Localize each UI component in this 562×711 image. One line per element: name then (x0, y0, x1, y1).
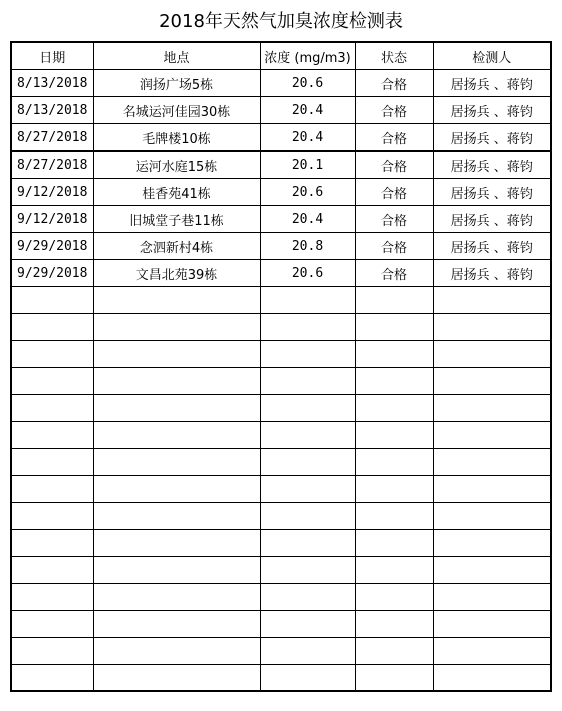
empty-cell (433, 503, 551, 530)
empty-cell (11, 287, 93, 314)
empty-cell (433, 422, 551, 449)
empty-cell (433, 476, 551, 503)
empty-row (11, 368, 551, 395)
cell-date: 9/12/2018 (11, 206, 93, 233)
empty-cell (11, 638, 93, 665)
cell-concentration: 20.6 (260, 179, 355, 206)
empty-row (11, 665, 551, 692)
empty-cell (93, 368, 260, 395)
empty-cell (355, 611, 433, 638)
empty-cell (355, 395, 433, 422)
empty-cell (355, 314, 433, 341)
empty-cell (260, 557, 355, 584)
cell-date: 9/12/2018 (11, 179, 93, 206)
table-row (11, 70, 551, 97)
cell-date: 8/13/2018 (11, 70, 93, 97)
empty-row (11, 341, 551, 368)
cell-inspector: 居扬兵 、蒋钧 (433, 206, 551, 233)
cell-status: 合格 (355, 124, 433, 152)
empty-cell (11, 395, 93, 422)
cell-concentration: 20.6 (260, 70, 355, 97)
cell-inspector: 居扬兵 、蒋钧 (433, 151, 551, 179)
cell-status: 合格 (355, 206, 433, 233)
cell-date: 9/29/2018 (11, 233, 93, 260)
empty-row (11, 530, 551, 557)
empty-cell (433, 638, 551, 665)
empty-cell (93, 422, 260, 449)
empty-cell (433, 314, 551, 341)
empty-row (11, 395, 551, 422)
cell-concentration: 20.4 (260, 97, 355, 124)
empty-cell (260, 584, 355, 611)
empty-cell (355, 476, 433, 503)
table-row (11, 233, 551, 260)
empty-cell (260, 638, 355, 665)
empty-cell (433, 611, 551, 638)
empty-cell (11, 584, 93, 611)
cell-inspector: 居扬兵 、蒋钧 (433, 260, 551, 287)
cell-concentration: 20.4 (260, 206, 355, 233)
empty-cell (260, 341, 355, 368)
empty-cell (11, 503, 93, 530)
cell-location: 润扬广场5栋 (93, 70, 260, 97)
header-status: 状态 (355, 42, 433, 70)
empty-cell (11, 341, 93, 368)
cell-inspector: 居扬兵 、蒋钧 (433, 233, 551, 260)
header-concentration: 浓度 (mg/m3) (260, 42, 355, 70)
empty-cell (93, 395, 260, 422)
table-row (11, 179, 551, 206)
table-row (11, 124, 551, 152)
empty-cell (355, 503, 433, 530)
empty-cell (433, 341, 551, 368)
cell-location: 运河水庭15栋 (93, 151, 260, 179)
cell-status: 合格 (355, 260, 433, 287)
detection-table (10, 41, 552, 692)
empty-cell (93, 287, 260, 314)
empty-cell (260, 368, 355, 395)
cell-location: 旧城堂子巷11栋 (93, 206, 260, 233)
empty-cell (355, 422, 433, 449)
empty-cell (260, 476, 355, 503)
cell-status: 合格 (355, 233, 433, 260)
empty-cell (11, 557, 93, 584)
empty-cell (433, 584, 551, 611)
empty-cell (260, 503, 355, 530)
table-row (11, 97, 551, 124)
empty-cell (93, 503, 260, 530)
empty-cell (11, 530, 93, 557)
cell-status: 合格 (355, 179, 433, 206)
empty-cell (355, 341, 433, 368)
empty-row (11, 584, 551, 611)
empty-cell (355, 557, 433, 584)
cell-concentration: 20.8 (260, 233, 355, 260)
empty-row (11, 287, 551, 314)
cell-status: 合格 (355, 70, 433, 97)
empty-row (11, 449, 551, 476)
table-title: 2018年天然气加臭浓度检测表 (159, 11, 403, 32)
empty-cell (93, 476, 260, 503)
empty-cell (355, 287, 433, 314)
empty-cell (433, 665, 551, 692)
header-location: 地点 (93, 42, 260, 70)
header-inspector: 检测人 (433, 42, 551, 70)
empty-cell (260, 395, 355, 422)
empty-cell (260, 611, 355, 638)
empty-cell (11, 611, 93, 638)
cell-status: 合格 (355, 151, 433, 179)
empty-cell (260, 422, 355, 449)
empty-row (11, 476, 551, 503)
empty-cell (433, 449, 551, 476)
empty-cell (355, 449, 433, 476)
empty-cell (433, 287, 551, 314)
cell-inspector: 居扬兵 、蒋钧 (433, 97, 551, 124)
empty-cell (355, 584, 433, 611)
cell-location: 念泗新村4栋 (93, 233, 260, 260)
empty-cell (93, 584, 260, 611)
empty-cell (355, 530, 433, 557)
cell-concentration: 20.1 (260, 151, 355, 179)
empty-cell (355, 638, 433, 665)
empty-cell (93, 611, 260, 638)
empty-cell (433, 395, 551, 422)
empty-row (11, 611, 551, 638)
cell-inspector: 居扬兵 、蒋钧 (433, 179, 551, 206)
empty-cell (11, 476, 93, 503)
empty-row (11, 422, 551, 449)
empty-cell (93, 449, 260, 476)
header-row (11, 42, 551, 70)
empty-cell (355, 665, 433, 692)
empty-row (11, 557, 551, 584)
empty-cell (260, 287, 355, 314)
empty-cell (260, 665, 355, 692)
empty-cell (433, 557, 551, 584)
empty-cell (433, 368, 551, 395)
table-row (11, 206, 551, 233)
cell-location: 名城运河佳园30栋 (93, 97, 260, 124)
empty-cell (355, 368, 433, 395)
table-row (11, 260, 551, 287)
cell-date: 9/29/2018 (11, 260, 93, 287)
cell-inspector: 居扬兵 、蒋钧 (433, 70, 551, 97)
cell-location: 桂香苑41栋 (93, 179, 260, 206)
empty-cell (93, 314, 260, 341)
cell-status: 合格 (355, 97, 433, 124)
empty-cell (260, 314, 355, 341)
cell-concentration: 20.6 (260, 260, 355, 287)
empty-cell (260, 449, 355, 476)
header-date: 日期 (11, 42, 93, 70)
empty-cell (11, 665, 93, 692)
empty-row (11, 638, 551, 665)
empty-cell (93, 341, 260, 368)
empty-cell (260, 530, 355, 557)
empty-cell (433, 530, 551, 557)
empty-cell (93, 638, 260, 665)
cell-date: 8/27/2018 (11, 124, 93, 152)
cell-concentration: 20.4 (260, 124, 355, 152)
cell-location: 文昌北苑39栋 (93, 260, 260, 287)
empty-cell (11, 422, 93, 449)
empty-cell (11, 449, 93, 476)
table-row (11, 151, 551, 179)
empty-cell (93, 665, 260, 692)
cell-date: 8/13/2018 (11, 97, 93, 124)
empty-row (11, 503, 551, 530)
cell-date: 8/27/2018 (11, 151, 93, 179)
empty-row (11, 314, 551, 341)
empty-cell (11, 368, 93, 395)
empty-cell (93, 557, 260, 584)
cell-inspector: 居扬兵 、蒋钧 (433, 124, 551, 152)
cell-location: 毛牌楼10栋 (93, 124, 260, 152)
empty-cell (93, 530, 260, 557)
empty-cell (11, 314, 93, 341)
